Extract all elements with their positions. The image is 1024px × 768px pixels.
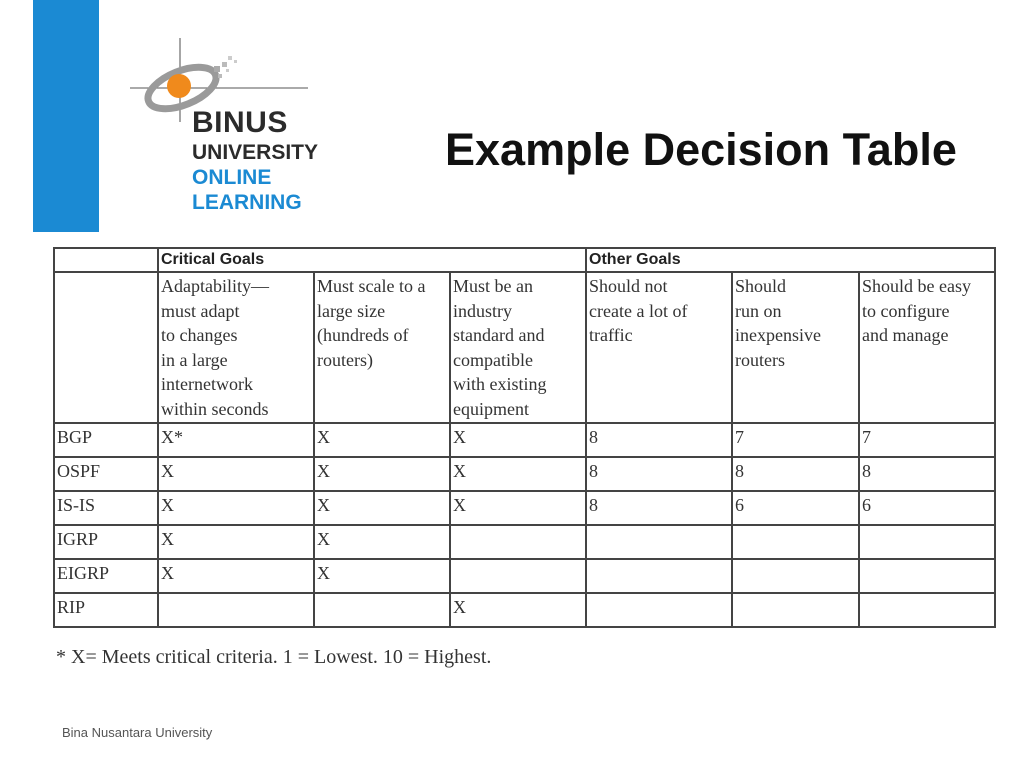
- table-footnote: * X= Meets critical criteria. 1 = Lowest. 10 = Highest.: [56, 646, 492, 668]
- slide-title: Example Decision Table: [445, 124, 957, 175]
- table-cell: [586, 525, 732, 559]
- criteria-corner-cell: [54, 272, 158, 423]
- protocol-cell: BGP: [54, 423, 158, 457]
- table-row-is-is: [54, 491, 995, 525]
- table-cell: 8: [586, 423, 732, 457]
- table-cell: 8: [586, 491, 732, 525]
- table-cell: [732, 559, 859, 593]
- decision-table-container: [53, 247, 996, 628]
- logo-orange-dot: [167, 74, 191, 98]
- table-cell: [859, 559, 995, 593]
- table-row-ospf: [54, 457, 995, 491]
- protocol-cell: RIP: [54, 593, 158, 627]
- table-cell: [158, 593, 314, 627]
- accent-bar: [33, 0, 99, 232]
- table-cell: X: [314, 559, 450, 593]
- table-cell: 6: [859, 491, 995, 525]
- table-cell: X: [158, 559, 314, 593]
- table-cell: X: [314, 525, 450, 559]
- corner-cell: [54, 248, 158, 272]
- table-cell: 7: [732, 423, 859, 457]
- table-cell: X: [450, 423, 586, 457]
- protocol-cell: IS-IS: [54, 491, 158, 525]
- table-cell: X: [450, 457, 586, 491]
- logo-text-university: UNIVERSITY: [192, 141, 319, 164]
- table-cell: [859, 593, 995, 627]
- table-cell: 8: [732, 457, 859, 491]
- table-cell: 6: [732, 491, 859, 525]
- criterion-header: Must scale to a large size (hundreds of routers): [314, 272, 450, 423]
- criterion-header: Should not create a lot of traffic: [586, 272, 732, 423]
- criterion-header: Should run on inexpensive routers: [732, 272, 859, 423]
- table-row-rip: [54, 593, 995, 627]
- table-cell: X: [314, 423, 450, 457]
- criterion-header: Adaptability— must adapt to changes in a large internetwork within seconds: [158, 272, 314, 423]
- other-goals-header: Other Goals: [586, 248, 995, 272]
- table-cell: [314, 593, 450, 627]
- protocol-cell: IGRP: [54, 525, 158, 559]
- table-cell: [586, 593, 732, 627]
- table-cell: X: [314, 491, 450, 525]
- protocol-cell: EIGRP: [54, 559, 158, 593]
- criterion-header: Must be an industry standard and compatible with existing equipment: [450, 272, 586, 423]
- table-cell: X: [450, 491, 586, 525]
- logo-text-online: ONLINE: [192, 166, 272, 189]
- criterion-header: Should be easy to configure and manage: [859, 272, 995, 423]
- table-cell: X*: [158, 423, 314, 457]
- table-row-bgp: [54, 423, 995, 457]
- table-row-igrp: [54, 525, 995, 559]
- table-cell: X: [450, 593, 586, 627]
- table-cell: X: [158, 525, 314, 559]
- logo-text-binus: BINUS: [192, 106, 288, 139]
- protocol-cell: OSPF: [54, 457, 158, 491]
- table-cell: [732, 525, 859, 559]
- table-row-eigrp: [54, 559, 995, 593]
- binus-logo: [130, 32, 330, 222]
- table-cell: [732, 593, 859, 627]
- table-cell: 8: [859, 457, 995, 491]
- table-cell: X: [158, 491, 314, 525]
- slide-footer: Bina Nusantara University: [62, 725, 213, 740]
- group-header-row: [54, 248, 995, 272]
- critical-goals-header: Critical Goals: [158, 248, 586, 272]
- table-cell: [450, 559, 586, 593]
- table-cell: [586, 559, 732, 593]
- table-cell: X: [314, 457, 450, 491]
- table-cell: X: [158, 457, 314, 491]
- criteria-header-row: [54, 272, 995, 423]
- decision-table: [53, 247, 996, 628]
- table-cell: [859, 525, 995, 559]
- table-cell: 7: [859, 423, 995, 457]
- table-cell: [450, 525, 586, 559]
- table-cell: 8: [586, 457, 732, 491]
- logo-text-learning: LEARNING: [192, 191, 302, 214]
